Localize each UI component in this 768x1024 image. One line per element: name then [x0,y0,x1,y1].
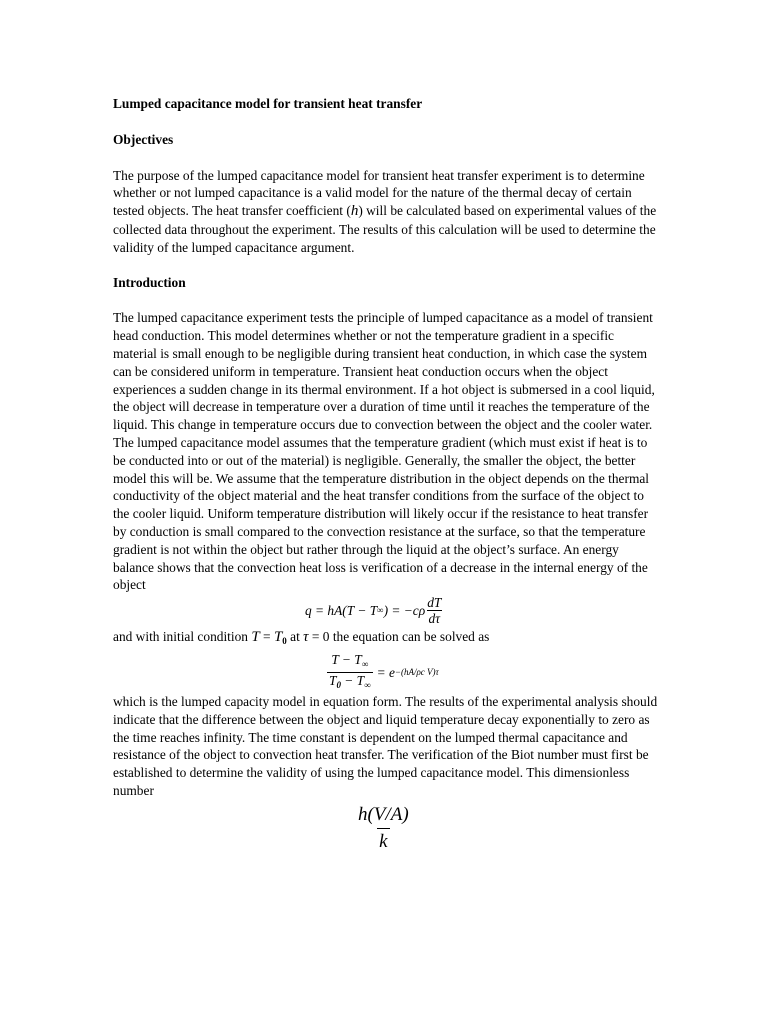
document-page [113,95,658,855]
ic-sub0: 0 [282,636,287,647]
introduction-paragraph-2: which is the lumped capacity model in equation form. The results of the experimental analysis should indicate that the difference between the object and liquid temperature decay exponentially to zero as the time reaches infinity. The time constant is dependent on the lumped thermal capacitance and resistance of the object to convection heat transfer. The verification of the Biot number must first be established to determine the validity of using the lumped capacitance model. This dimensionless number [113,693,658,798]
equation-2-rhs: = e [376,665,395,681]
equation-1-mid: ) = −cρ [383,603,426,619]
ic-T0: T [273,629,283,646]
equation-1-lhs: q = hA(T − T [305,603,378,619]
initial-condition-text-2: the equation can be solved as [329,629,490,645]
ic-eq0: = 0 [308,629,330,645]
ic-tau: τ [303,629,309,646]
equation-2-den: $T_0 - T_\infty$ [327,672,373,693]
ic-eq: = [259,629,274,645]
equation-3-num: h(V/A) [358,803,409,825]
solution-equation [327,653,658,693]
equation-1-num: dT [427,595,442,611]
equation-1-fraction [425,595,443,627]
equation-2-fraction [327,652,373,693]
initial-condition-text-1: and with initial condition [113,629,252,645]
initial-condition-line [113,628,658,651]
introduction-heading: Introduction [113,274,186,290]
equation-3-den: k [377,828,389,855]
equation-1-den: dτ [428,611,441,627]
h-symbol: h [350,203,359,220]
energy-balance-equation [305,594,658,628]
equation-3-fraction [356,802,411,855]
equation-2-exponent: −(hA/ρc V)τ [394,667,439,678]
objectives-text-2: ) will be calculated based on experimental values of the collected data throughout the experiment. The results of this calculation will be used to determine the validity of the lumped capacitance argument. [113,203,657,255]
biot-number-equation [356,802,658,855]
document-title: Lumped capacitance model for transient heat transfer [113,96,423,111]
introduction-paragraph: The lumped capacitance experiment tests the principle of lumped capacitance as a model of transient head conduction. This model determines whether or not the temperature gradient in a specific material is small enough to be negligible during transient heat conduction, in which case the system can be considered uniform in temperature. Transient heat conduction occurs when the object experiences a sudden change in its thermal environment. If a hot object is submersed in a cool liquid, the object will decrease in temperature over a duration of time until it reaches the temperature of the liquid. This change in temperature occurs due to convection between the object and the cooler water. The lumped capacitance model assumes that the temperature gradient (which must exist if heat is to be conducted into or out of the material) is negligible. Generally, the smaller the object, the better model this will be. We assume that the temperature distribution in the object depends on the thermal conductivity of the object material and the heat transfer conditions from the surface of the object to the cooler liquid. Uniform temperature distribution will likely occur if the resistance to heat transfer by conduction is small compared to the convection resistance at the surface, so that the temperature gradient is not within the object but rather through the liquid at the object’s surface. An energy balance shows that the convection heat loss is verification of a decrease in the internal energy of the object [113,310,655,593]
ic-at: at [286,629,304,645]
equation-1-sub: ∞ [377,605,384,616]
objectives-paragraph [113,167,658,257]
ic-T: T [251,629,260,646]
equation-2-num: $T - T_\infty$ [331,652,369,670]
objectives-text-1: The purpose of the lumped capacitance model for transient heat transfer experiment is to determine whether or not lumped capacitance is a valid model for the nature of the thermal decay of certain tested objects. The heat transfer coefficient ( [113,167,645,219]
objectives-heading: Objectives [113,131,174,147]
